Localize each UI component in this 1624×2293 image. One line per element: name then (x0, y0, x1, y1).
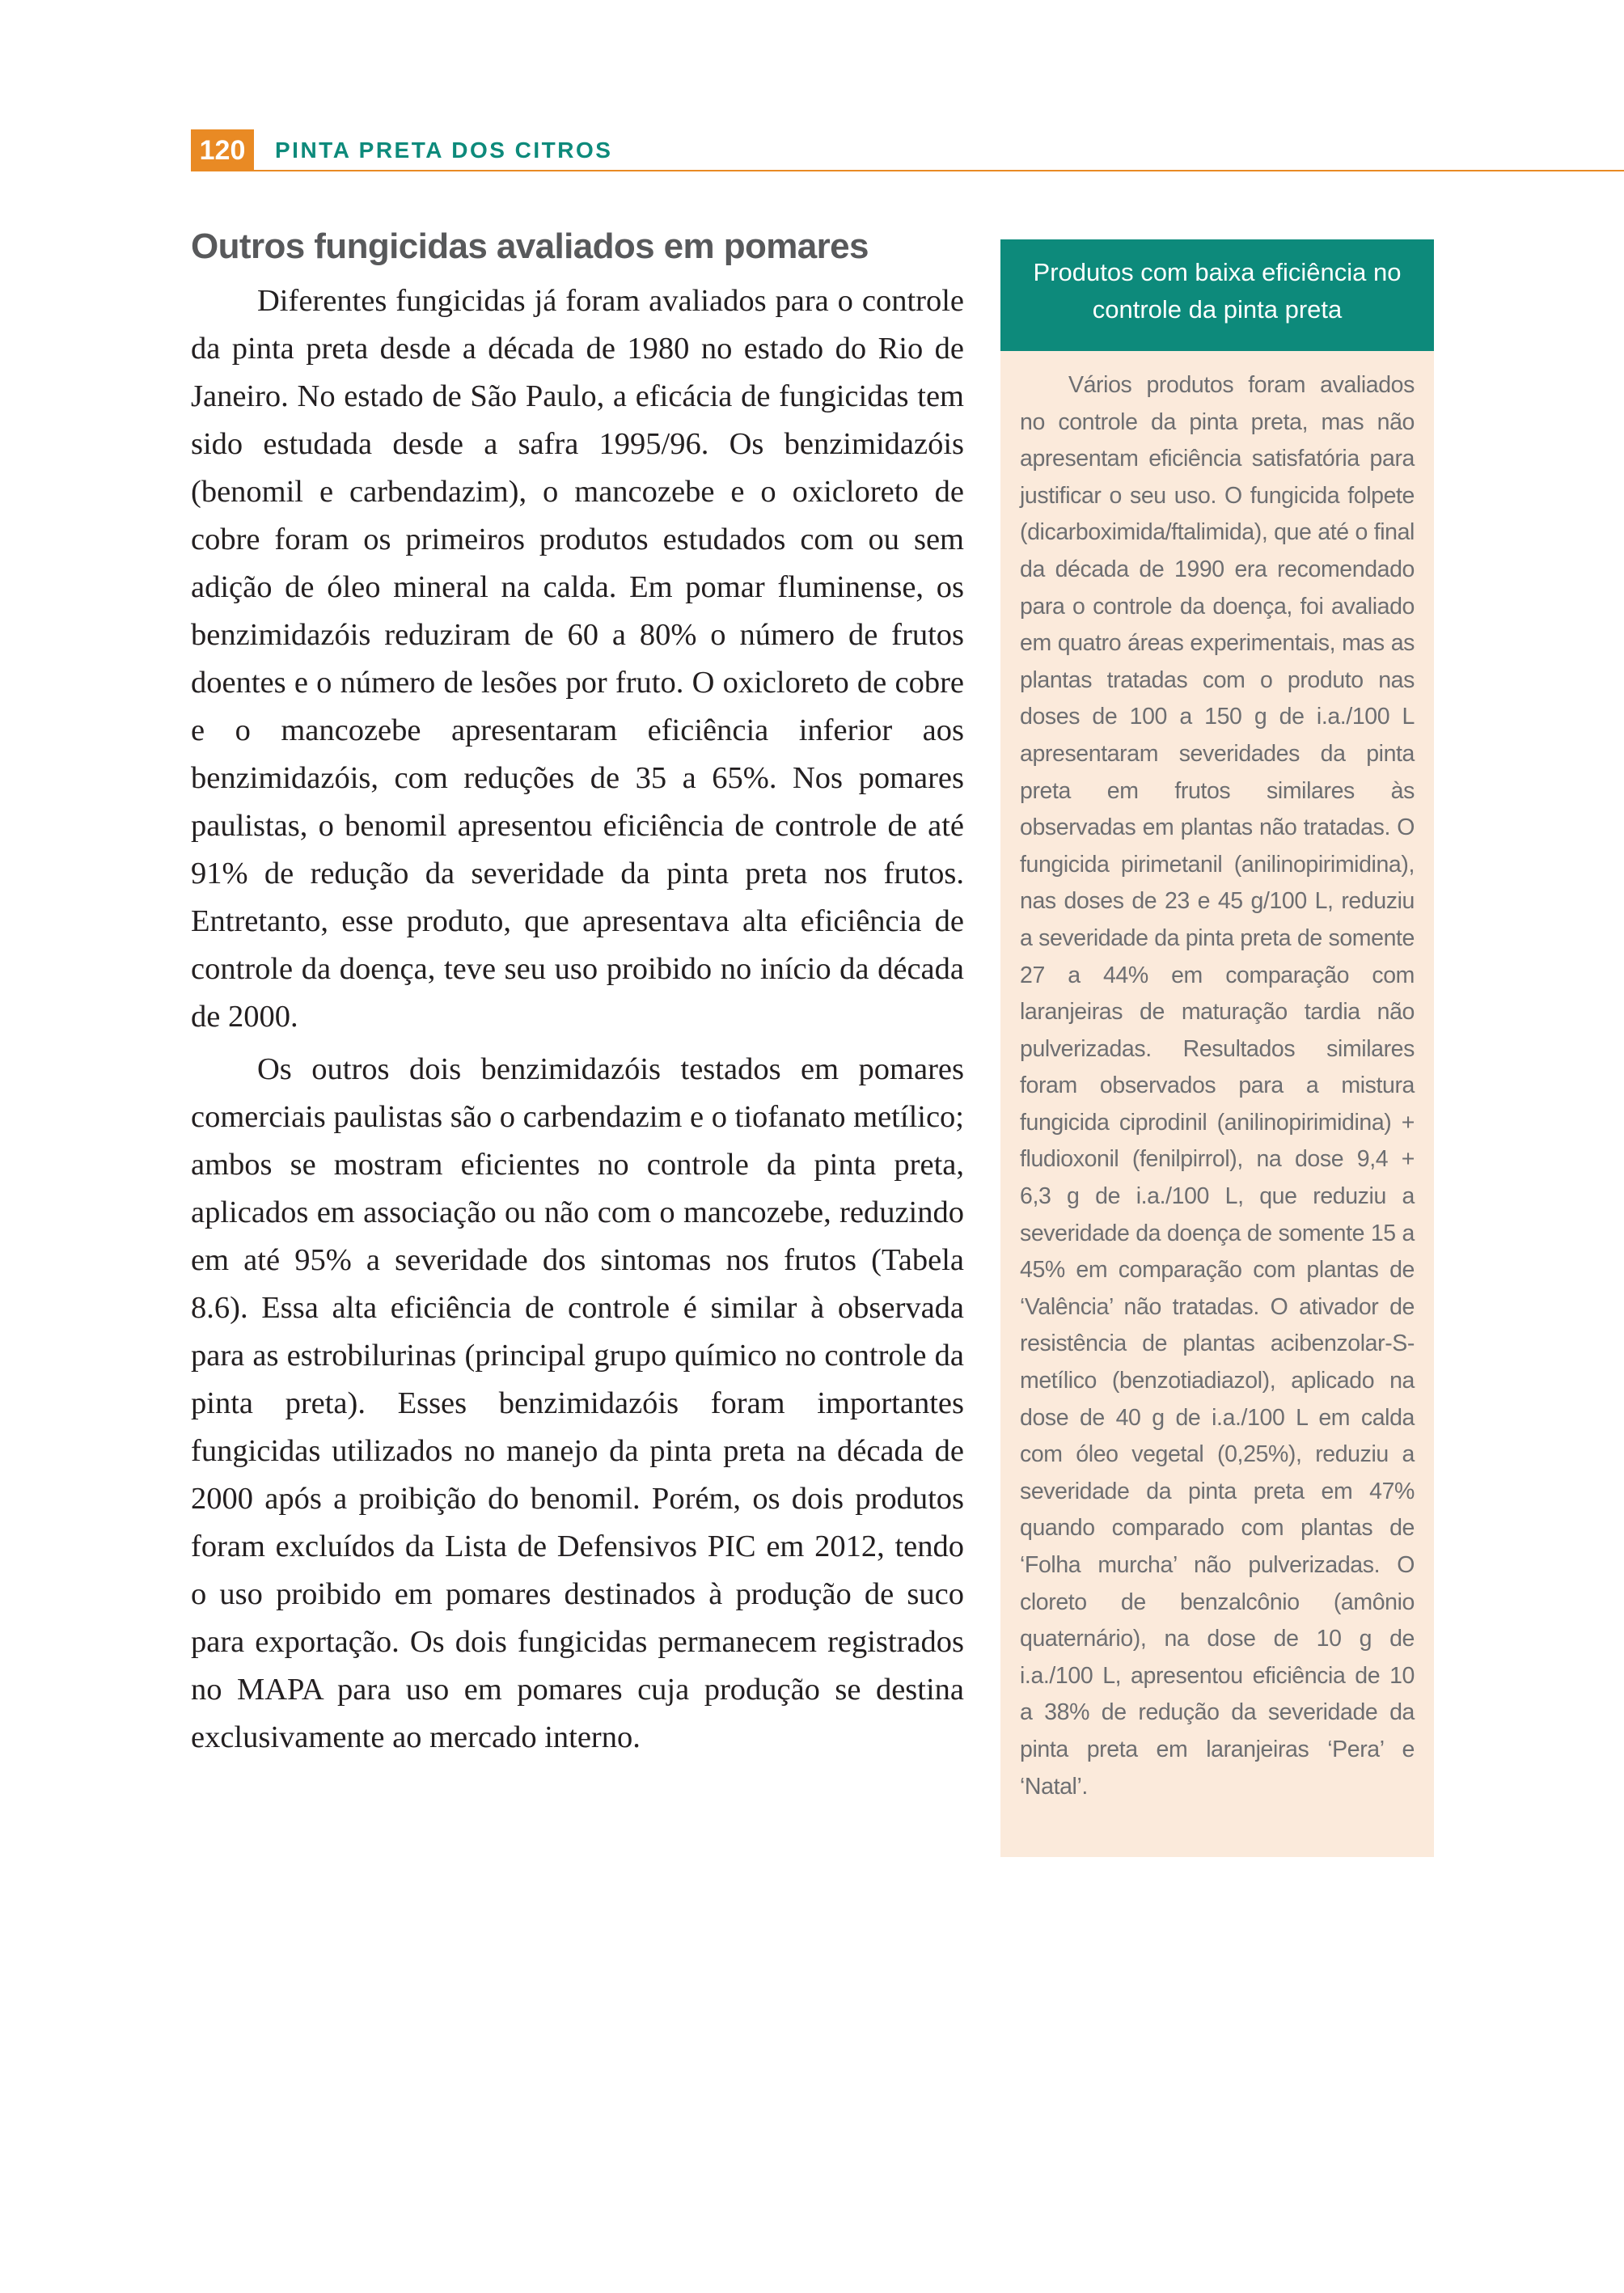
sidebar-title: Produtos com baixa eficiência no controle da pinta preta (1000, 239, 1434, 351)
section-heading: Outros fungicidas avaliados em pomares (191, 226, 869, 266)
main-column (191, 223, 964, 1766)
sidebar-box (1000, 239, 1434, 1857)
header-rule (254, 170, 1624, 171)
body-paragraph: Diferentes fungicidas já foram avaliados para o controle da pinta preta desde a década de 1980 no estado do Rio de Janeiro. No estado de São Paulo, a eficácia de fungicidas tem sido estudada desde a safra 1995/96. Os benzimidazóis (benomil e carbendazim), o mancozebe e o oxicloreto de cobre foram os primeiros produtos estudados com ou sem adição de óleo mineral na calda. Em pomar fluminense, os benzimidazóis reduziram de 60 a 80% o número de frutos doentes e o número de lesões por fruto. O oxicloreto de cobre e o mancozebe apresentaram eficiência inferior aos benzimidazóis, com reduções de 35 a 65%. Nos pomares paulistas, o benomil apresentou eficiência de controle de até 91% de redução da severidade da pinta preta nos frutos. Entretanto, esse produto, que apresentava alta eficiência de controle da doença, teve seu uso proibido no início da década de 2000. (191, 284, 964, 1034)
running-title: PINTA PRETA DOS CITROS (275, 137, 613, 163)
page-number: 120 (191, 129, 254, 171)
body-paragraph: Os outros dois benzimidazóis testados em pomares comerciais paulistas são o carbendazim e o tiofanato metílico; ambos se mostram eficientes no controle da pinta preta, aplicados em associação ou não com o mancozebe, reduzindo em até 95% a severidade dos sintomas nos frutos (Tabela 8.6). Essa alta eficiência de controle é similar à observada para as estrobilurinas (principal grupo químico no controle da pinta preta). Esses benzimidazóis foram importantes fungicidas utilizados no manejo da pinta preta na década de 2000 após a proibição do benomil. Porém, os dois produtos foram excluídos da Lista de Defensivos PIC em 2012, tendo o uso proibido em pomares destinados à produção de suco para exportação. Os dois fungicidas permanecem registrados no MAPA para uso em pomares cuja produção se destina exclusivamente ao mercado interno. (191, 1052, 964, 1755)
sidebar-text: Vários produtos foram avaliados no controle da pinta preta, mas não apresentam eficiência satisfatória para justificar o seu uso. O fungicida folpete (dicarboximida/ftalimida), que até o final da década de 1990 era recomendado para o controle da doença, foi avaliado em quatro áreas experimentais, mas as plantas tratadas com o produto nas doses de 100 a 150 g de i.a./100 L apresentaram severidades da pinta preta em frutos similares às observadas em plantas não tratadas. O fungicida pirimetanil (anilinopirimidina), nas doses de 23 e 45 g/100 L, reduziu a severidade da pinta preta de somente 27 a 44% em comparação com laranjeiras de maturação tardia não pulverizadas. Resultados similares foram observados para a mistura fungicida ciprodinil (anilinopirimidina) + fludioxonil (fenilpirrol), na dose 9,4 + 6,3 g de i.a./100 L, que reduziu a severidade da doença de somente 15 a 45% em comparação com plantas de ‘Valência’ não tratadas. O ativador de resistência de plantas acibenzolar-S-metílico (benzotiadiazol), aplicado na dose de 40 g de i.a./100 L em calda com óleo vegetal (0,25%), reduziu a severidade da pinta preta em 47% quando comparado com plantas de ‘Folha murcha’ não pulverizadas. O cloreto de benzalcônio (amônio quaternário), na dose de 10 g de i.a./100 L, apresentou eficiência de 10 a 38% de redução da severidade da pinta preta em laranjeiras ‘Pera’ e ‘Natal’. (1020, 372, 1415, 1800)
running-header (191, 129, 1624, 171)
